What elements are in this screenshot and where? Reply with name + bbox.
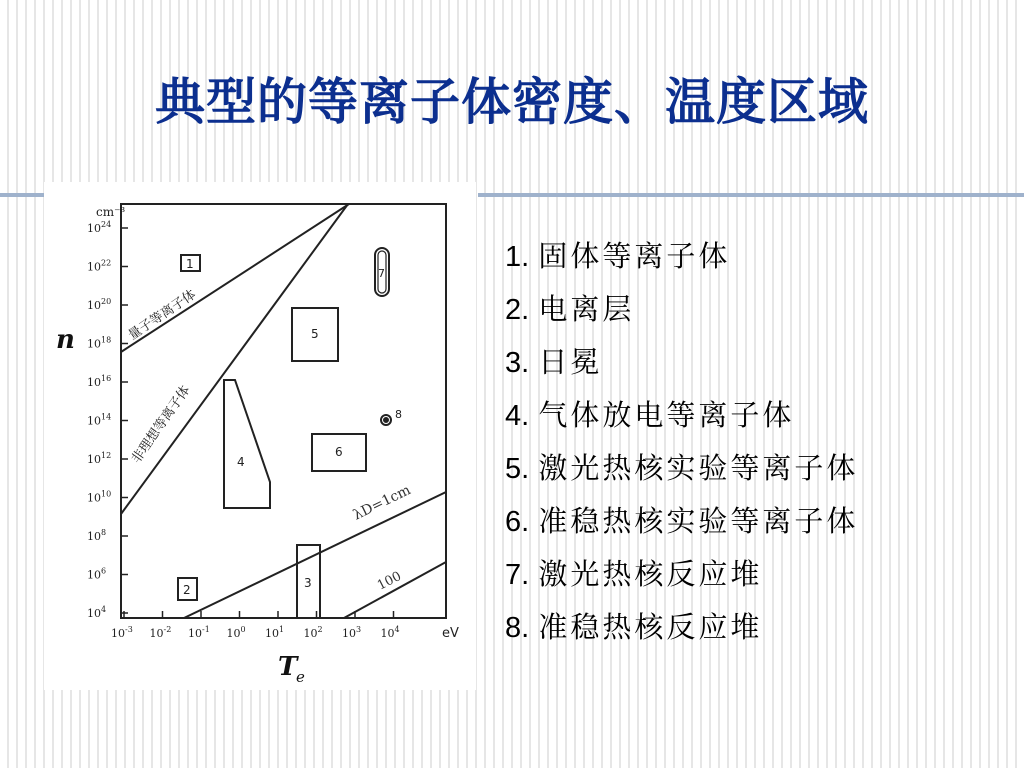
region-5-label: 5 bbox=[311, 327, 319, 341]
region-legend bbox=[505, 230, 858, 654]
x-tick-label: $10^{-1}$ bbox=[188, 625, 210, 640]
legend-item-5: 5. 激光热核实验等离子体 bbox=[505, 451, 859, 485]
region-3-label: 3 bbox=[304, 576, 312, 590]
plasma-density-temperature-diagram bbox=[44, 182, 476, 690]
region-8-marker-core bbox=[384, 418, 388, 422]
y-tick-label: $10^{10}$ bbox=[87, 489, 112, 505]
legend-item-7: 7. 激光热核反应堆 bbox=[505, 557, 763, 591]
region-4-box bbox=[224, 380, 270, 508]
nonideal-plasma-boundary-line bbox=[121, 204, 348, 514]
x-axis-symbol-subscript: e bbox=[296, 668, 305, 686]
y-tick-label: $10^{16}$ bbox=[87, 374, 112, 389]
y-axis-unit: cm⁻³ bbox=[96, 205, 126, 219]
x-axis-ticks bbox=[111, 611, 400, 640]
x-tick-label: $10^{-2}$ bbox=[149, 625, 172, 640]
legend-item-4: 4. 气体放电等离子体 bbox=[505, 398, 795, 432]
legend-item-6: 6. 准稳热核实验等离子体 bbox=[505, 504, 859, 538]
y-tick-label: $10^8$ bbox=[87, 528, 107, 543]
x-tick-label: $10^0$ bbox=[226, 625, 246, 640]
debye-length-1cm-line bbox=[184, 492, 446, 618]
region-8-label: 8 bbox=[395, 408, 402, 421]
y-tick-label: $10^{12}$ bbox=[87, 451, 112, 466]
x-tick-label: $10^{-3}$ bbox=[111, 625, 133, 640]
y-tick-label: $10^{14}$ bbox=[87, 412, 112, 428]
nonideal-plasma-label: 非理想等离子体 bbox=[128, 383, 194, 467]
slide-title: 典型的等离子体密度、温度区域 bbox=[155, 73, 869, 131]
hundred-line-label: 100 bbox=[375, 568, 404, 594]
legend-item-2: 2. 电离层 bbox=[505, 292, 635, 326]
legend-item-3: 3. 日冕 bbox=[505, 345, 603, 379]
x-tick-label: $10^1$ bbox=[265, 625, 285, 640]
y-tick-label: $10^{18}$ bbox=[87, 335, 112, 351]
quantum-plasma-label: 量子等离子体 bbox=[125, 287, 199, 344]
y-tick-label: $10^{24}$ bbox=[87, 220, 112, 235]
region-7-label: 7 bbox=[378, 267, 385, 280]
y-tick-label: $10^{22}$ bbox=[87, 258, 112, 274]
region-1-label: 1 bbox=[186, 257, 194, 271]
y-tick-label: $10^6$ bbox=[87, 566, 107, 582]
legend-item-1: 1. 固体等离子体 bbox=[505, 239, 731, 273]
x-tick-label: $10^4$ bbox=[380, 625, 400, 640]
legend-item-8: 8. 准稳热核反应堆 bbox=[505, 610, 763, 644]
diagram-svg bbox=[44, 182, 476, 690]
y-tick-label: $10^{20}$ bbox=[87, 297, 112, 312]
region-2-label: 2 bbox=[183, 583, 191, 597]
region-4-label: 4 bbox=[237, 455, 245, 469]
region-6-label: 6 bbox=[335, 445, 343, 459]
debye-line-label: λD=1cm bbox=[350, 482, 414, 524]
y-axis-symbol: n bbox=[56, 325, 75, 355]
x-axis-symbol: T bbox=[278, 652, 298, 682]
y-tick-label: $10^4$ bbox=[87, 605, 107, 620]
title-divider-left bbox=[0, 193, 46, 197]
x-tick-label: $10^2$ bbox=[303, 625, 323, 640]
x-tick-label: $10^3$ bbox=[342, 625, 362, 640]
title-divider-right bbox=[478, 193, 1024, 197]
x-axis-unit: eV bbox=[442, 626, 459, 641]
